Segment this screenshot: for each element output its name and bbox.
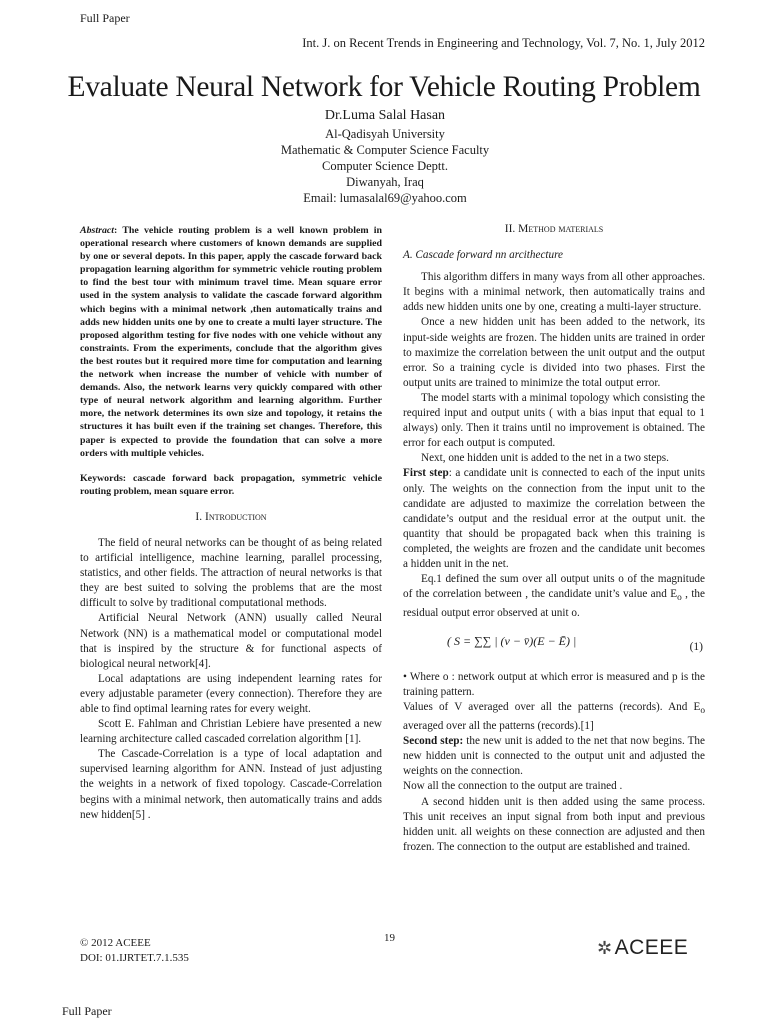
affiliation-faculty: Mathematic & Computer Science Faculty — [280, 143, 490, 157]
author-name: Dr.Luma Salal Hasan — [324, 108, 446, 123]
paragraph-first-step: First step: a candidate unit is connected to each of the input units only. The weights on the connection from the input unit to the candidate are adjusted to maximize the correlation between the candidate’s output and the residual error at the output unit. the quantity that should be propagated back when this training is completed, the weights are frozen and the candidate unit becomes a hidden unit in the net. — [403, 467, 705, 570]
paragraph-method-4: Next, one hidden unit is added to the net in a two steps. — [421, 452, 669, 465]
doi: DOI: 01.IJRTET.7.1.535 — [80, 952, 189, 964]
keywords: Keywords: cascade forward back propagation, symmetric vehicle routing problem, mean square error. — [80, 472, 382, 497]
equation-body: ( S = ∑∑ | (v − v̄)(E − Ē) | — [447, 633, 577, 648]
bullet-where: • Where o : network output at which error is measured and p is the training pattern. — [403, 670, 705, 698]
paragraph-intro-3: Local adaptations are using independent learning rates for every adjustable parameter (every connection). Therefore they are able to find optimal learning rates for every weight. — [80, 672, 382, 715]
star-icon: ✲ — [597, 938, 613, 958]
paragraph-method-2: Once a new hidden unit has been added to the network, its input-side weights are frozen. The hidden units are trained in order to maximize the correlation between the unit output and the output error. So a training cycle is divided into two phases. First the output units are trained to minimize the total output error. — [403, 316, 705, 389]
paragraph-values: Values of V averaged over all the patterns (records). And $E_o$ averaged over all the patterns (records).[1] — [403, 700, 705, 733]
abstract-text: : The vehicle routing problem is a well known problem in operational research where customers of known demands are supplied by one or several depots. In this paper, apply the cascade forward back propagation learning algorithm for symmetric vehicle routing problem to find the best tour with minimum travel time. Mean square error used in the system analysis to validate the cascade forward algorithm which begins with a minimal network ,then automatically trains and adds new hidden units one by one to create a multi layer structure. The proposed algorithm testing for five nodes with one vehicle without any constraints. From the experiments, conclude that the algorithm gives the best routes but it required more time for computation and learning the network when increase the number of vehicle with number of demands. Also, the network learns very quickly compared with other type of neural network algorithm and learning algorithm. Further more, the network determines its own size and topology, it retains the structures it has built even if the training set changes. Therefore, this paper is expected to provide the foundation that can solve a more orders with multiple vehicles. — [80, 225, 382, 459]
paragraph-equation-description: Eq.1 defined the sum over all output units o of the magnitude of the correlation between , the candidate unit’s value and $E_o$ , the residual output error observed at unit o. — [403, 573, 705, 620]
abstract — [80, 224, 382, 460]
logo-text: ACEEE — [614, 936, 689, 959]
paragraph-method-3: The model starts with a minimal topology which consisting the required input and output units ( with a bias input that equal to 1 always) only. Then it trains until no improvement is obtained. The error for each output is computed. — [403, 391, 705, 450]
abstract-label: Abstract — [80, 225, 115, 236]
section-title-method: Method materials — [518, 223, 604, 235]
paragraph-method-1: This algorithm differs in many ways from all other approaches. It begins with a minimal network, then automatically trains and adds new hidden units one by one, creating a multi-layer structure. — [403, 271, 705, 314]
right-column — [403, 222, 705, 855]
second-step-label: Second step: — [403, 735, 464, 748]
header-label: Full Paper — [80, 11, 130, 25]
section-heading-introduction: I. Introduction — [195, 510, 267, 523]
author-email: Email: lumasalal69@yahoo.com — [303, 191, 467, 205]
bottom-label: Full Paper — [62, 1004, 112, 1018]
aceee-logo — [597, 936, 688, 960]
section-title-introduction: Introduction — [204, 510, 267, 523]
equation-number: (1) — [689, 640, 703, 653]
paragraph-second-hidden-unit: A second hidden unit is then added using the same process. This unit receives an input signal from both input and previous hidden unit. all weights on these connection are adjusted and then frozen. The connection to the output are established and trained. — [403, 795, 705, 853]
equation-1 — [403, 628, 705, 666]
left-column — [80, 224, 382, 823]
copyright: © 2012 ACEEE — [80, 937, 151, 949]
paragraph-intro-4: Scott E. Fahlman and Christian Lebiere have presented a new learning architecture called cascaded correlation algorithm [1]. — [80, 718, 382, 746]
section-heading-method: II. Method materials — [504, 223, 604, 235]
paragraph-second-step: Second step: the new unit is added to the net that now begins. The new hidden unit is connected to the output unit and adjusted the weights on the connection. — [403, 735, 705, 778]
journal-citation: Int. J. on Recent Trends in Engineering and Technology, Vol. 7, No. 1, July 2012 — [302, 36, 705, 50]
paper-title: Evaluate Neural Network for Vehicle Routing Problem — [67, 71, 701, 103]
bullet-icon: • — [403, 670, 407, 683]
paragraph-now: Now all the connection to the output are trained . — [403, 780, 623, 793]
paragraph-intro-2: Artificial Neural Network (ANN) usually called Neural Network (NN) is a mathematical model or computational model that is inspired by the structure & for functional aspects of biological neural network[4]. — [80, 612, 382, 670]
affiliation-department: Computer Science Deptt. — [321, 159, 448, 173]
footer-info — [80, 936, 189, 966]
author-block — [200, 107, 570, 206]
page-number: 19 — [384, 932, 395, 944]
paragraph-intro-5: The Cascade-Correlation is a type of local adaptation and supervised learning algorithm for ANN. Instead of just adjusting the weights in a network of fixed topology. Cascade-Correlation begins with a minimal network, then automatically trains and adds new hidden[5] . — [80, 748, 382, 821]
affiliation-university: Al-Qadisyah University — [325, 127, 445, 141]
paragraph-intro-1: The field of neural networks can be thought of as being related to artificial intelligence, machine learning, parallel processing, statistics, and other fields. The attraction of neural networks is that they are best suited to solving the problems that are the most difficult to solve by traditional computational methods. — [80, 536, 382, 610]
subsection-heading: A. Cascade forward nn arcithecture — [403, 249, 564, 262]
first-step-label: First step — [403, 467, 449, 480]
affiliation-location: Diwanyah, Iraq — [346, 175, 424, 189]
